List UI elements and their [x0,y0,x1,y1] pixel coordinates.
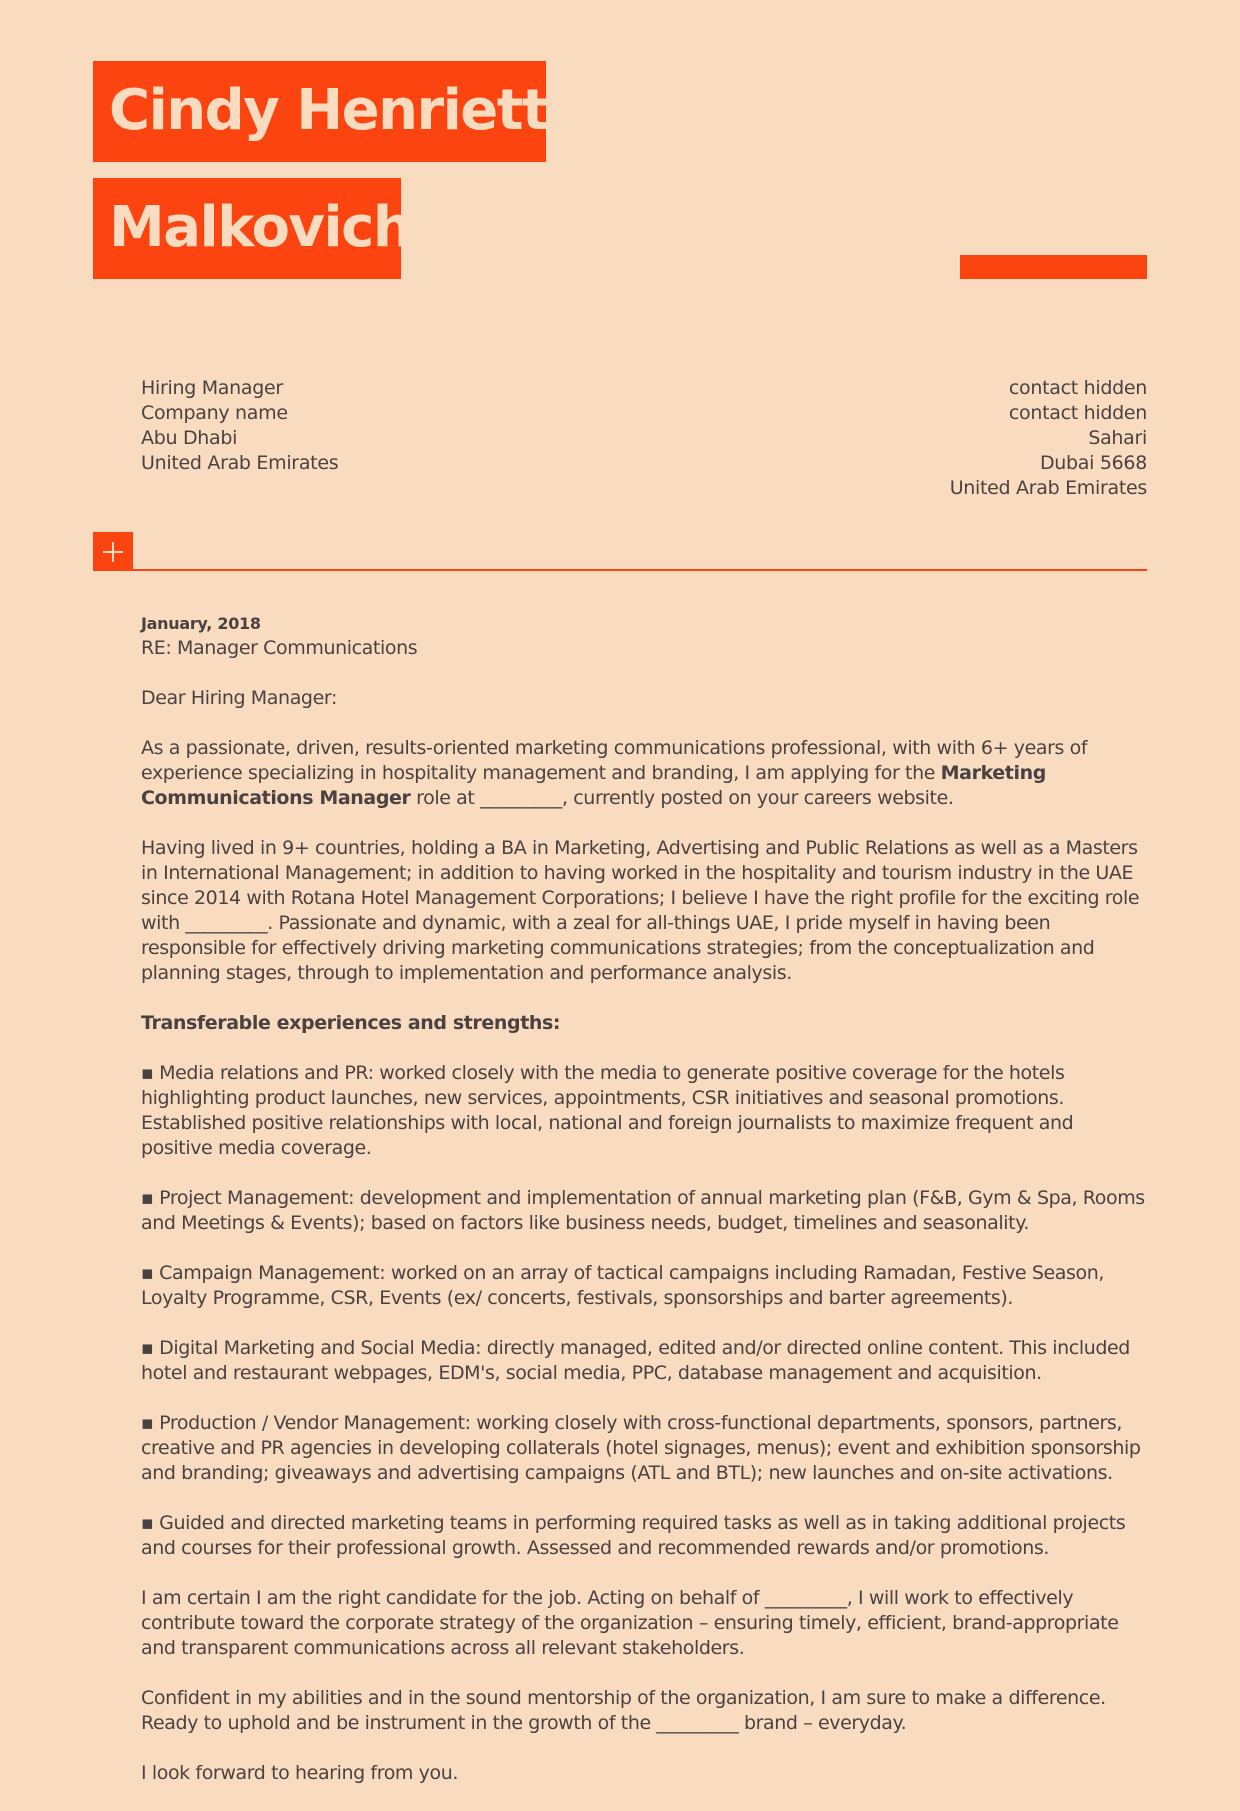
recipient-line: Hiring Manager [141,377,283,399]
recipient-address [141,376,338,476]
letter-subject: RE: Manager Communications [141,637,418,659]
sender-line: contact hidden [1008,402,1147,424]
sender-line: contact hidden [1008,377,1147,399]
strengths-heading: Transferable experiences and strengths: [141,1012,561,1034]
sender-line: Sahari [1088,427,1147,449]
recipient-line: United Arab Emirates [141,452,339,474]
strengths-list [141,1061,1147,1561]
section-divider [133,569,1147,571]
letter-date: January, 2018 [141,614,261,633]
letter-paragraph-2: Having lived in 9+ countries, holding a BA in Marketing, Advertising and Public Relations as well as a Masters in International Management; in addition to having worked in the hospitality and tourism industry in the UAE since 2014 with Rotana Hotel Management Corporations; I believe I have the right profile for the exciting role with _________. Passionate and dynamic, with a zeal for all-things UAE, I pride myself in having been responsible for effectively driving marketing communications strategies; from the conceptualization and planning stages, through to implementation and performance analysis. [141,837,1140,984]
name-last-line: Malkovich [93,178,401,279]
list-item: ▪ Guided and directed marketing teams in performing required tasks as well as in taking additional projects and courses for their professional growth. Assessed and recommended rewards and/or promotions. [141,1511,1147,1561]
intro-text-start: As a passionate, driven, results-oriented marketing communications professional, with with 6+ years of experience specializing in hospitality management and branding, I am applying for the [141,737,1088,784]
recipient-line: Abu Dhabi [141,427,238,449]
letter-closing: I look forward to hearing from you. [141,1762,459,1784]
sender-line: United Arab Emirates [949,477,1147,499]
letter-salutation: Dear Hiring Manager: [141,687,337,709]
recipient-line: Company name [141,402,288,424]
list-item: ▪ Media relations and PR: worked closely with the media to generate positive coverage for the hotels highlighting product launches, new services, appointments, CSR initiatives and seasonal promotions. Established positive relationships with local, national and foreign journalists to maximize frequent and positive media coverage. [141,1061,1147,1161]
sender-line: Dubai 5668 [1039,452,1147,474]
plus-icon [93,532,133,571]
list-item: ▪ Project Management: development and implementation of annual marketing plan (F&B, Gym & Spa, Rooms and Meetings & Events); based on factors like business needs, budget, timelines and seasonality. [141,1186,1147,1236]
letter-body [141,612,1147,1811]
intro-role-title: Marketing Communications Manager [141,762,1046,809]
sender-address [950,376,1147,501]
list-item: ▪ Campaign Management: worked on an array of tactical campaigns including Ramadan, Festive Season, Loyalty Programme, CSR, Events (ex/ concerts, festivals, sponsorships and barter agreements). [141,1261,1147,1311]
letter-paragraph-3: I am certain I am the right candidate for the job. Acting on behalf of _________, I will work to effectively contribute toward the corporate strategy of the organization – ensuring timely, efficient, brand-appropriate and transparent communications across all relevant stakeholders. [141,1587,1119,1659]
intro-text-end: role at _________, currently posted on your careers website. [410,787,954,809]
accent-bar [960,255,1147,279]
list-item: ▪ Digital Marketing and Social Media: directly managed, edited and/or directed online content. This included hotel and restaurant webpages, EDM's, social media, PPC, database management and acquisition. [141,1336,1147,1386]
letter-paragraph-4: Confident in my abilities and in the sound mentorship of the organization, I am sure to make a difference. Ready to uphold and be instrument in the growth of the _________ brand – everyday. [141,1687,1106,1734]
name-first-line: Cindy Henriette [93,61,546,162]
letter-intro-paragraph [141,736,1147,811]
list-item: ▪ Production / Vendor Management: working closely with cross-functional departments, sponsors, partners, creative and PR agencies in developing collaterals (hotel signages, menus); event and exhibition sponsorship and branding; giveaways and advertising campaigns (ATL and BTL); new launches and on-site activations. [141,1411,1147,1486]
